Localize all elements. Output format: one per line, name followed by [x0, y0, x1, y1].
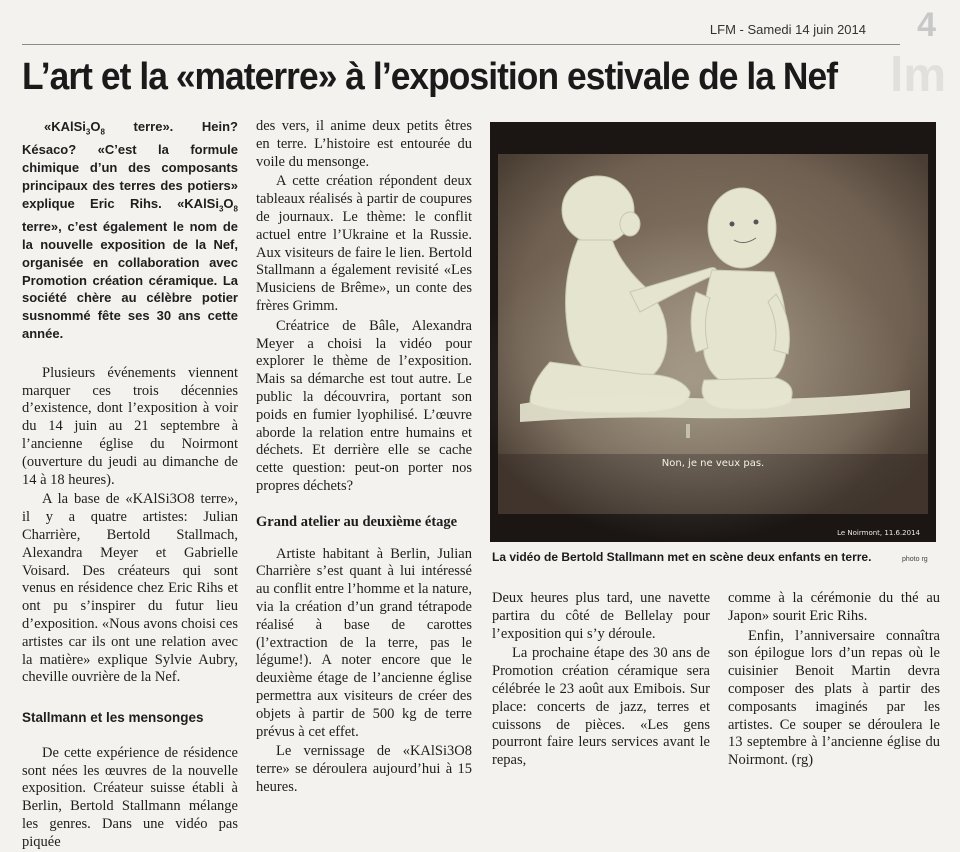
article-column-1 [22, 118, 238, 852]
paragraph: des vers, il anime deux petits êtres en terre. L’histoire est entourée du voile du mensonge. [256, 118, 472, 170]
paragraph: A la base de «KAlSi3O8 terre», il y a quatre artistes: Julian Charrière, Bertold Stallmach, Alexandra Meyer et Gabrielle Voisard. Des créateurs qui sont venus en résidence chez Eric Rihs et ont pu s’inspirer du futur lieu d’exposition. «Nous avons choisi ces artistes car ils ont une relation avec la matière» explique Sylvie Aubry, cheville ouvrière de la Nef. [22, 491, 238, 686]
paragraph: De cette expérience de résidence sont nées les œuvres de la nouvelle exposition. Créateur suisse établi à Berlin, Bertold Stallmann mélange les genres. Dans une vidéo pas piquée [22, 744, 238, 850]
paragraph: A cette création répondent deux tableaux réalisés à partir de coupures de journaux. Le thème: le conflit actuel entre l’Ukraine et la Russie. Aux visiteurs de faire le lien. Bertold Stallmann a également revisité «Les Musiciens de Brême», un conte des frères Grimm. [256, 173, 472, 314]
article-column-4 [728, 590, 940, 770]
article-photo [490, 122, 936, 542]
adjacent-page-headline-fragment: lm [890, 49, 947, 102]
article-headline: L’art et la «materre» à l’exposition estivale de la Nef [22, 56, 838, 98]
paragraph: Deux heures plus tard, une navette partira du côté de Bellelay pour l’exposition qui s’y déroule. [492, 590, 710, 642]
header-rule [22, 44, 900, 45]
page-number: 4 [917, 6, 936, 44]
article-column-2 [256, 118, 472, 797]
speaker-strip [686, 424, 690, 438]
paragraph: La prochaine étape des 30 ans de Promotion création céramique sera célébrée le 23 août aux Emibois. Sur place: concerts de jazz, terres et cuissons de pièces. «Les gens pourront faire leurs services avant le repas, [492, 645, 710, 769]
paragraph: Artiste habitant à Berlin, Julian Charrière s’est quant à lui intéressé au conflit entre l’homme et la nature, via la création d’un grand tétrapode réalisé à base de carottes (l’extraction de la terre, pas le légume!). A noter encore que le deuxième étage de l’ancienne église permettra aux visiteurs de créer des objets à partir de 500 kg de terre prévus à cet effet. [256, 545, 472, 740]
header-issue-date: LFM - Samedi 14 juin 2014 [709, 22, 866, 37]
subheading-stallmann: Stallmann et les mensonges [22, 710, 204, 726]
video-subtitle: Non, je ne veux pas. [661, 458, 765, 469]
subheading-grand-atelier: Grand atelier au deuxième étage [256, 513, 458, 530]
paragraph: Le vernissage de «KAlSi3O8 terre» se déroulera aujourd’hui à 15 heures. [256, 743, 472, 795]
paragraph: Enfin, l’anniversaire connaîtra son épilogue lors d’un repas où le cuisinier Benoit Martin devra composer des plats à partir des composants imaginés par les artistes. Ce souper se déroulera le 13 septembre à l’ancienne église du Noirmont. (rg) [728, 627, 940, 769]
paragraph: comme à la cérémonie du thé au Japon» sourit Eric Rihs. [728, 590, 940, 624]
photo-credit: photo rg [902, 556, 928, 563]
article-column-3 [492, 590, 710, 770]
photo-caption: La vidéo de Bertold Stallmann met en scène deux enfants en terre. [492, 550, 872, 564]
paragraph: Créatrice de Bâle, Alexandra Meyer a choisi la vidéo pour explorer le thème de l’exposition. Mais sa démarche est tout autre. Le public la découvrira, portant son poids en fumier lyophilisé. L’œuvre aborde la relation entre humains et déchets. Et derrière elle se cache cette question: peut-on porter nos propres déchets? [256, 317, 472, 494]
article-lead: «$KAlSi_3O_8$ terre». Hein? Késaco? «C’est la formule chimique d’un des composants principaux des terres des potiers» explique Eric Rihs. «$KAlSi_3O_8$ terre», c’est également le nom de la nouvelle exposition de la Nef, organisée en collaboration avec Promotion création céramique. La société chère au célèbre potier susnommé fête ses 30 ans cette année. [22, 119, 238, 341]
video-still-illustration [490, 122, 936, 542]
paragraph: Plusieurs événements viennent marquer ces trois décennies d’existence, dont l’exposition à voir du 14 juin au 21 septembre à l’ancienne église du Noirmont (ouverture du jeudi au dimanche de 14 à 18 heures). [22, 364, 238, 488]
photo-date-stamp: Le Noirmont, 11.6.2014 [837, 529, 920, 537]
